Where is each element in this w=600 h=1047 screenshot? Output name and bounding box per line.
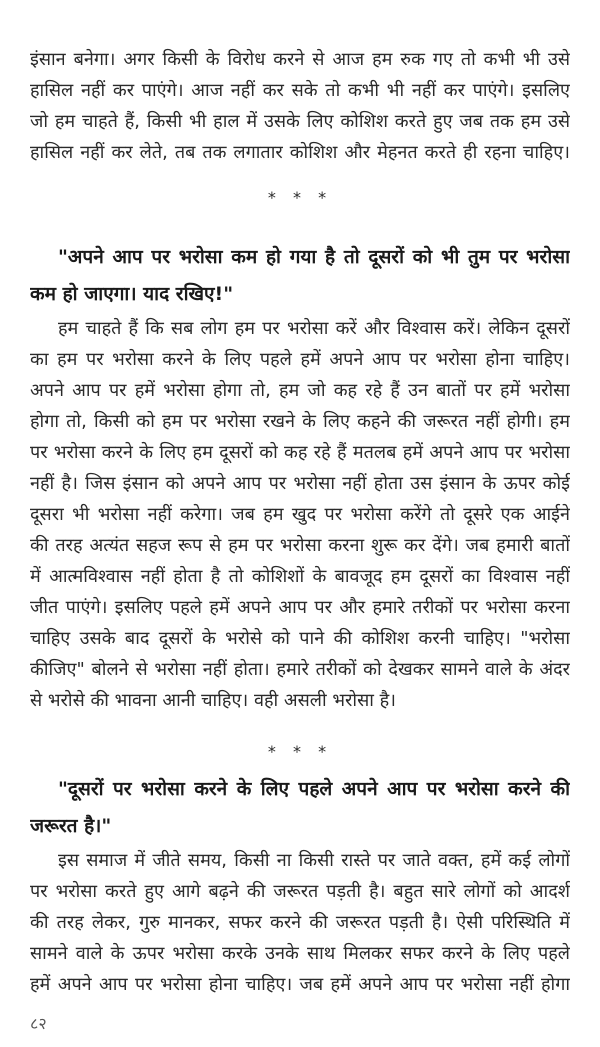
text-line: नहीं है। जिस इंसान को अपने आप पर भरोसा नहीं होता उस इंसान के ऊपर कोई bbox=[30, 473, 570, 494]
section-heading: जरूरत है।" bbox=[30, 815, 112, 837]
text-line: इस समाज में जीते समय, किसी ना किसी रास्ते पर जाते वक्त, हमें कई लोगों bbox=[58, 850, 570, 871]
text-line: कीजिए" बोलने से भरोसा नहीं होता। हमारे तरीकों को देखकर सामने वाले के अंदर bbox=[30, 659, 570, 680]
text-line: इंसान बनेगा। अगर किसी के विरोध करने से आज हम रुक गए तो कभी भी उसे bbox=[30, 49, 570, 70]
text-line: से भरोसे की भावना आनी चाहिए। वही असली भरोसा है। bbox=[30, 690, 397, 711]
text-line: हासिल नहीं कर पाएंगे। आज नहीं कर सके तो कभी भी नहीं कर पाएंगे। इसलिए bbox=[30, 80, 570, 101]
text-line: चाहिए उसके बाद दूसरों के भरोसे को पाने की कोशिश करनी चाहिए। "भरोसा bbox=[30, 628, 570, 649]
text-line: जो हम चाहते हैं, किसी भी हाल में उसके लिए कोशिश करते हुए जब तक हम उसे bbox=[30, 111, 570, 132]
text-line: का हम पर भरोसा करने के लिए पहले हमें अपने आप पर भरोसा होना चाहिए। bbox=[30, 349, 570, 370]
text-line: सामने वाले के ऊपर भरोसा करके उनके साथ मिलकर सफर करने के लिए पहले bbox=[30, 943, 570, 964]
text-line: जीत पाएंगे। इसलिए पहले हमें अपने आप पर और हमारे तरीकों पर भरोसा करना bbox=[30, 597, 570, 618]
section-heading: कम हो जाएगा। याद रखिए!" bbox=[30, 283, 234, 305]
section-separator: * * * bbox=[267, 188, 333, 207]
section-separator: * * * bbox=[267, 742, 333, 761]
text-line: हमें अपने आप पर भरोसा होना चाहिए। जब हमें अपने आप पर भरोसा नहीं होगा bbox=[30, 974, 570, 995]
text-line: अपने आप पर हमें भरोसा होगा तो, हम जो कह रहे हैं उन बातों पर हमें भरोसा bbox=[30, 380, 570, 401]
text-line: होगा तो, किसी को हम पर भरोसा रखने के लिए कहने की जरूरत नहीं होगी। हम bbox=[30, 411, 570, 432]
text-line: हम चाहते हैं कि सब लोग हम पर भरोसा करें और विश्वास करें। लेकिन दूसरों bbox=[58, 318, 570, 339]
text-line: की तरह लेकर, गुरु मानकर, सफर करने की जरूरत पड़ती है। ऐसी परिस्थिति में bbox=[30, 912, 570, 933]
section-heading: "दूसरों पर भरोसा करने के लिए पहले अपने आप पर भरोसा करने की bbox=[58, 778, 570, 800]
text-line: दूसरा भी भरोसा नहीं करेगा। जब हम खुद पर भरोसा करेंगे तो दूसरे एक आईने bbox=[30, 504, 570, 525]
text-line: पर भरोसा करते हुए आगे बढ़ने की जरूरत पड़ती है। बहुत सारे लोगों को आदर्श bbox=[30, 881, 570, 902]
text-line: में आत्मविश्वास नहीं होता है तो कोशिशों के बावजूद हम दूसरों का विश्वास नहीं bbox=[30, 566, 570, 587]
section-heading: "अपने आप पर भरोसा कम हो गया है तो दूसरों को भी तुम पर भरोसा bbox=[58, 246, 570, 268]
text-line: की तरह अत्यंत सहज रूप से हम पर भरोसा करना शुरू कर देंगे। जब हमारी बातों bbox=[30, 535, 570, 556]
text-line: पर भरोसा करने के लिए हम दूसरों को कह रहे हैं मतलब हमें अपने आप पर भरोसा bbox=[30, 442, 570, 463]
text-line: हासिल नहीं कर लेते, तब तक लगातार कोशिश और मेहनत करते ही रहना चाहिए। bbox=[30, 142, 570, 163]
page-number: ८२ bbox=[30, 1014, 47, 1033]
